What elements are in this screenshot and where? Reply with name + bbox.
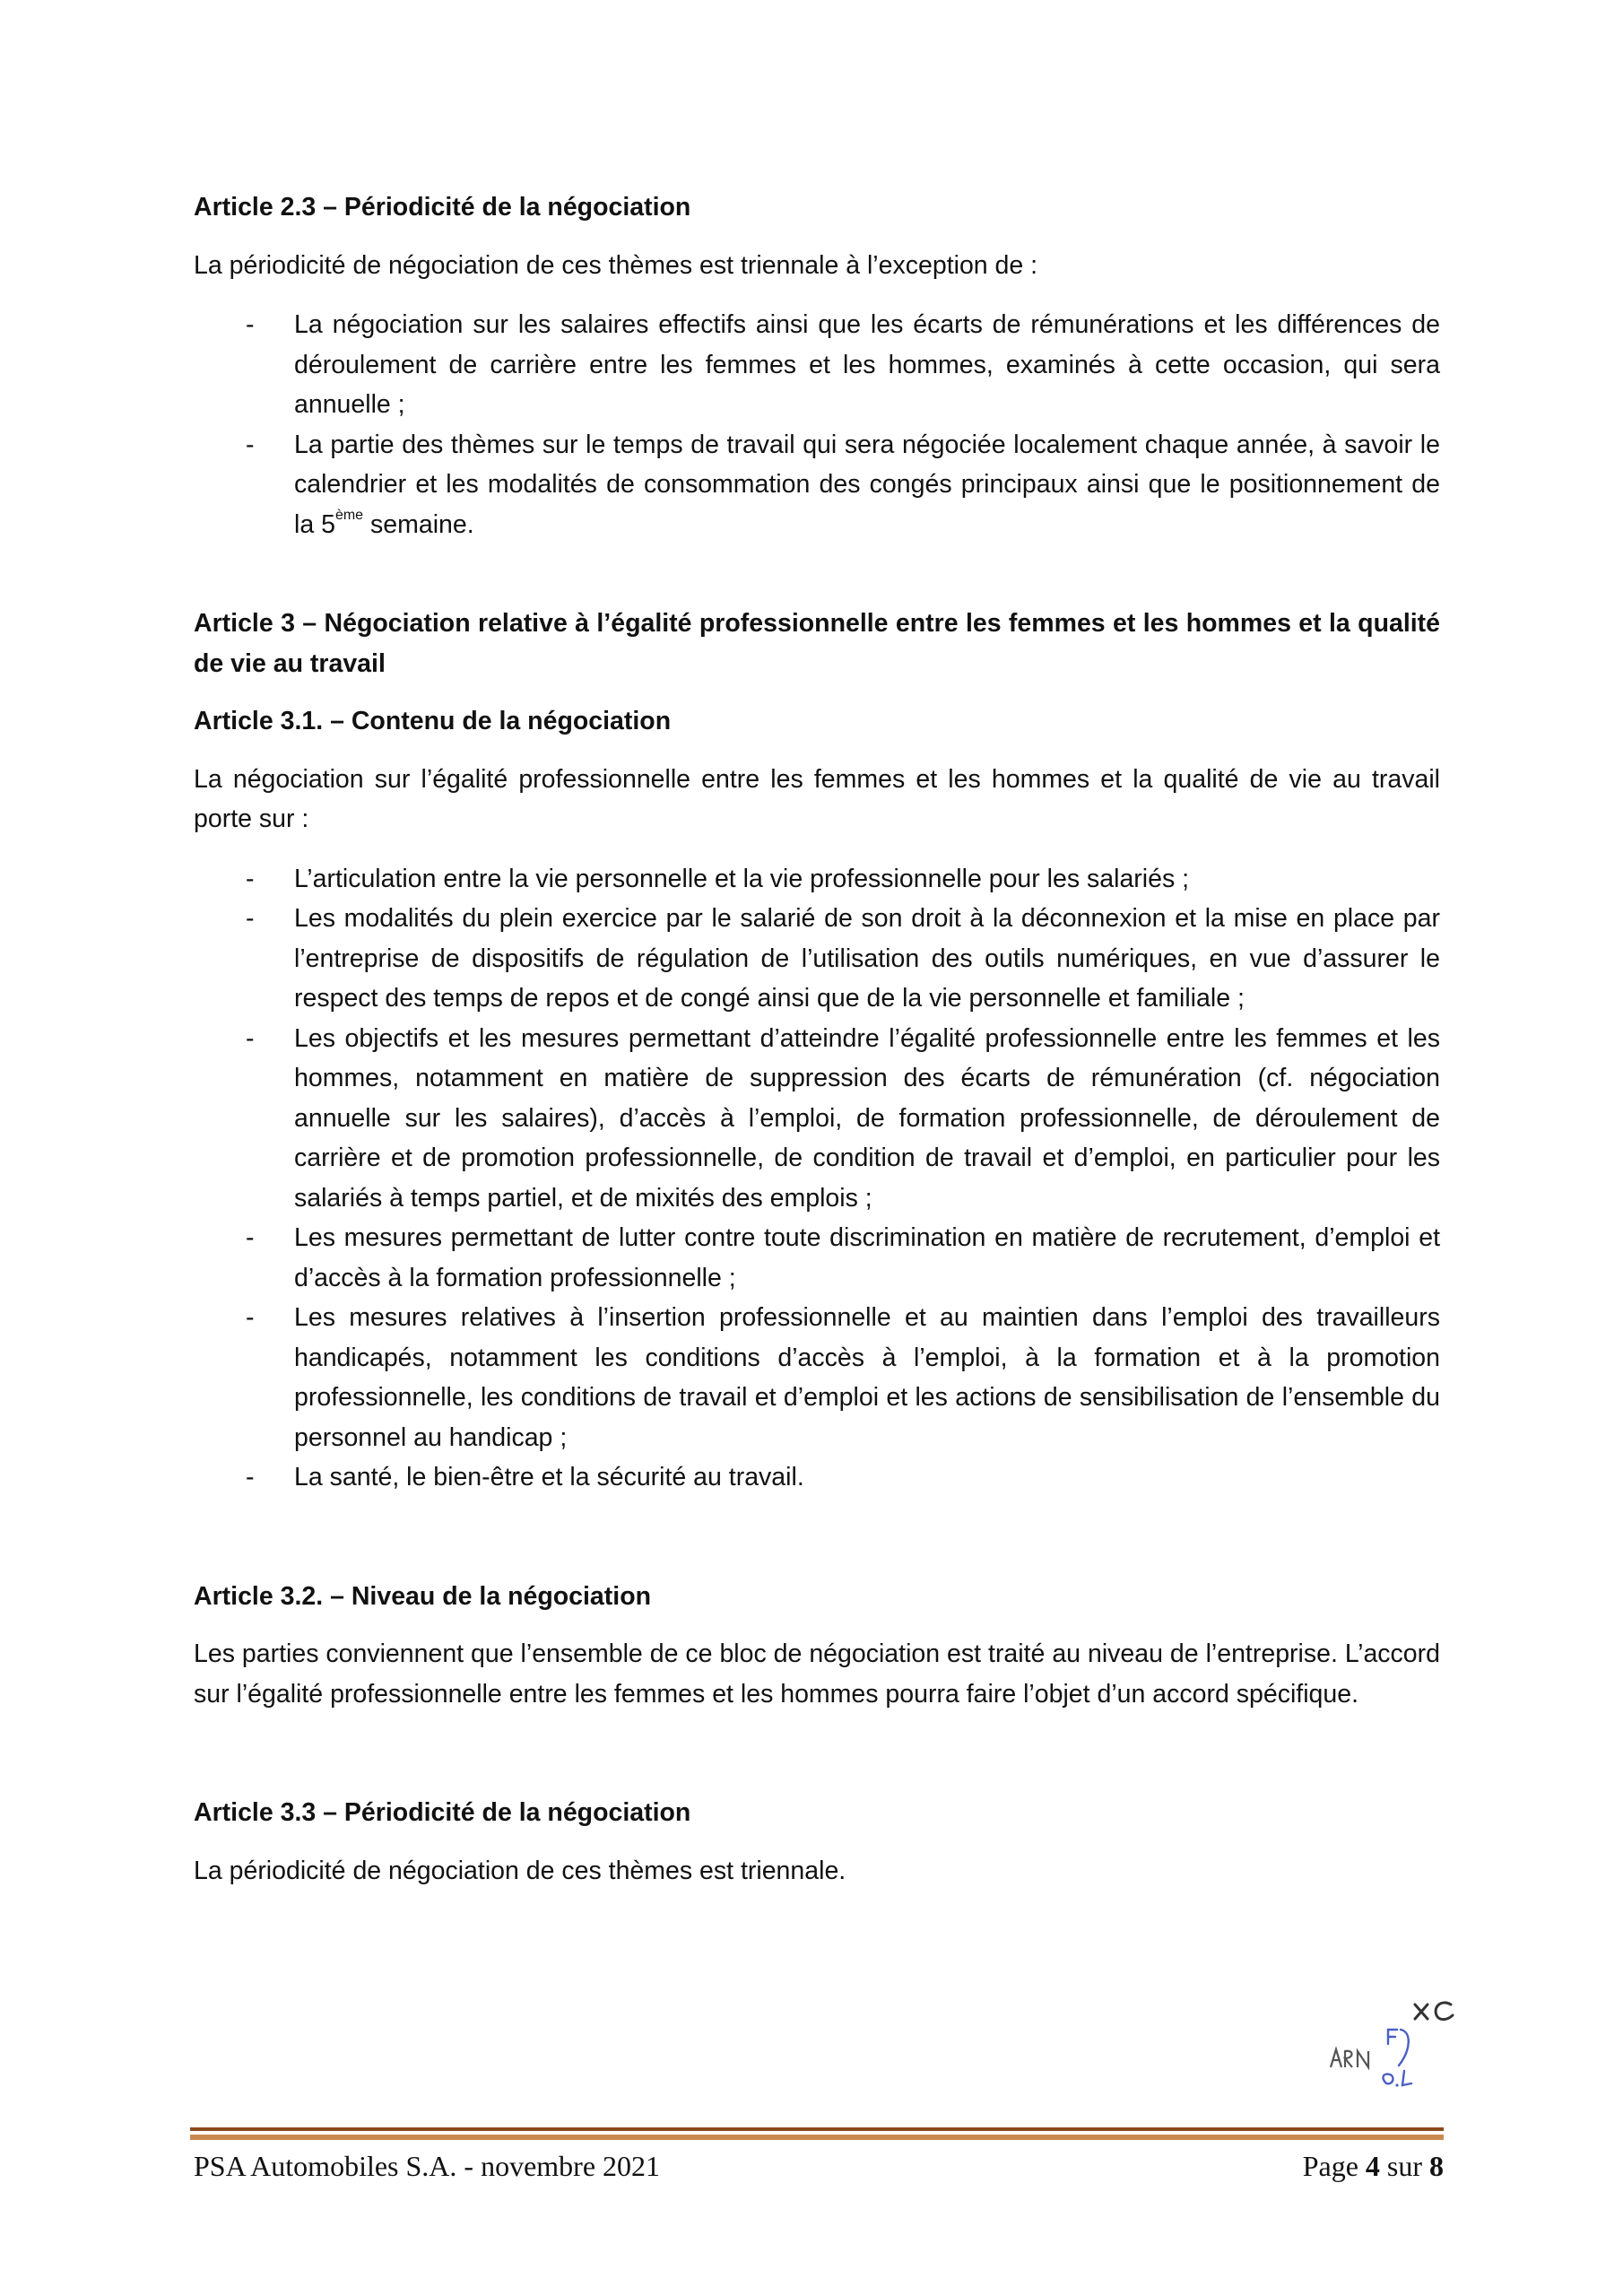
article-3-3-heading: Article 3.3 – Périodicité de la négociation — [194, 1798, 691, 1827]
article-2-3-list — [194, 305, 1440, 544]
list-item: - Les modalités du plein exercice par le salarié de son droit à la déconnexion et la mise en place par l’entreprise de dispositifs de régulation de l’utilisation des outils numériques, en vue d’assurer le respect des temps de repos et de congé ainsi que de la vie personnelle et familiale ; — [194, 899, 1440, 1019]
superscript-eme: ème — [334, 508, 364, 523]
bullet-dash: - — [246, 1023, 255, 1053]
article-2-3-intro: La périodicité de négociation de ces thèmes est triennale à l’exception de : — [194, 250, 1038, 280]
bullet-dash: - — [246, 1303, 255, 1332]
article-3-1-list — [194, 859, 1440, 1498]
footer-rule — [190, 2127, 1444, 2131]
list-item: - Les objectifs et les mesures permettant d’atteindre l’égalité professionnelle entre les femmes et les hommes, notamment en matière de suppression des écarts de rémunération (cf. négociation annuelle sur les salaires), d’accès à l’emploi, de formation professionnelle, de déroulement de carrière et de promotion professionnelle, de condition de travail et d’emploi, en particulier pour les salariés à temps partiel, et de mixités des emplois ; — [194, 1019, 1440, 1219]
footer-company-date: PSA Automobiles S.A. - novembre 2021 — [194, 2150, 661, 2182]
list-item: - Les mesures relatives à l’insertion professionnelle et au maintien dans l’emploi des travailleurs handicapés, notamment les conditions d’accès à l’emploi, à la formation et à la promotion professionnelle, les conditions de travail et d’emploi et les actions de sensibilisation de l’ensemble du personnel au handicap ; — [194, 1298, 1440, 1457]
bullet-dash: - — [246, 864, 255, 893]
list-item: - La partie des thèmes sur le temps de travail qui sera négociée localement chaque année, à savoir le calendrier et les modalités de consommation des congés principaux ainsi que le positionnement de la 5ème semaine. — [194, 425, 1440, 545]
page-content — [194, 187, 1440, 1891]
bullet-dash: - — [246, 430, 255, 459]
list-item: - La négociation sur les salaires effectifs ainsi que les écarts de rémunérations et les différences de déroulement de carrière entre les femmes et les hommes, examinés à cette occasion, qui sera annuelle ; — [194, 305, 1440, 425]
bullet-dash: - — [246, 1463, 255, 1492]
page-number: Page 4 sur 8 — [1302, 2150, 1444, 2182]
bullet-dash: - — [246, 1223, 255, 1252]
list-item: - La santé, le bien-être et la sécurité au travail. — [194, 1457, 1440, 1498]
article-3-2-heading: Article 3.2. – Niveau de la négociation — [194, 1581, 652, 1611]
list-item: - L’articulation entre la vie personnelle et la vie professionnelle pour les salariés ; — [194, 859, 1440, 900]
article-3-1-intro: La négociation sur l’égalité professionnelle entre les femmes et les hommes et la qualité de vie au travail porte sur : — [194, 764, 1440, 833]
bullet-dash: - — [246, 310, 255, 339]
article-3-1-heading: Article 3.1. – Contenu de la négociation — [194, 707, 672, 735]
article-3-3-body: La périodicité de négociation de ces thèmes est triennale. — [194, 1856, 846, 1885]
page-footer — [194, 2144, 1444, 2188]
footer-rule-light — [190, 2135, 1444, 2140]
article-3-heading: Article 3 – Négociation relative à l’égalité professionnelle entre les femmes et les hommes et la qualité de vie au travail — [194, 609, 1440, 678]
list-item: - Les mesures permettant de lutter contre toute discrimination en matière de recrutement, d’emploi et d’accès à la formation professionnelle ; — [194, 1218, 1440, 1298]
article-2-3-heading: Article 2.3 – Périodicité de la négociation — [194, 193, 691, 222]
bullet-dash: - — [246, 904, 255, 933]
article-3-2-body: Les parties conviennent que l’ensemble de ce bloc de négociation est traité au niveau de l’entreprise. L’accord sur l’égalité professionnelle entre les femmes et les hommes pourra faire l’objet d’un accord spécifique. — [194, 1639, 1440, 1709]
handwritten-initials — [1318, 1996, 1471, 2103]
